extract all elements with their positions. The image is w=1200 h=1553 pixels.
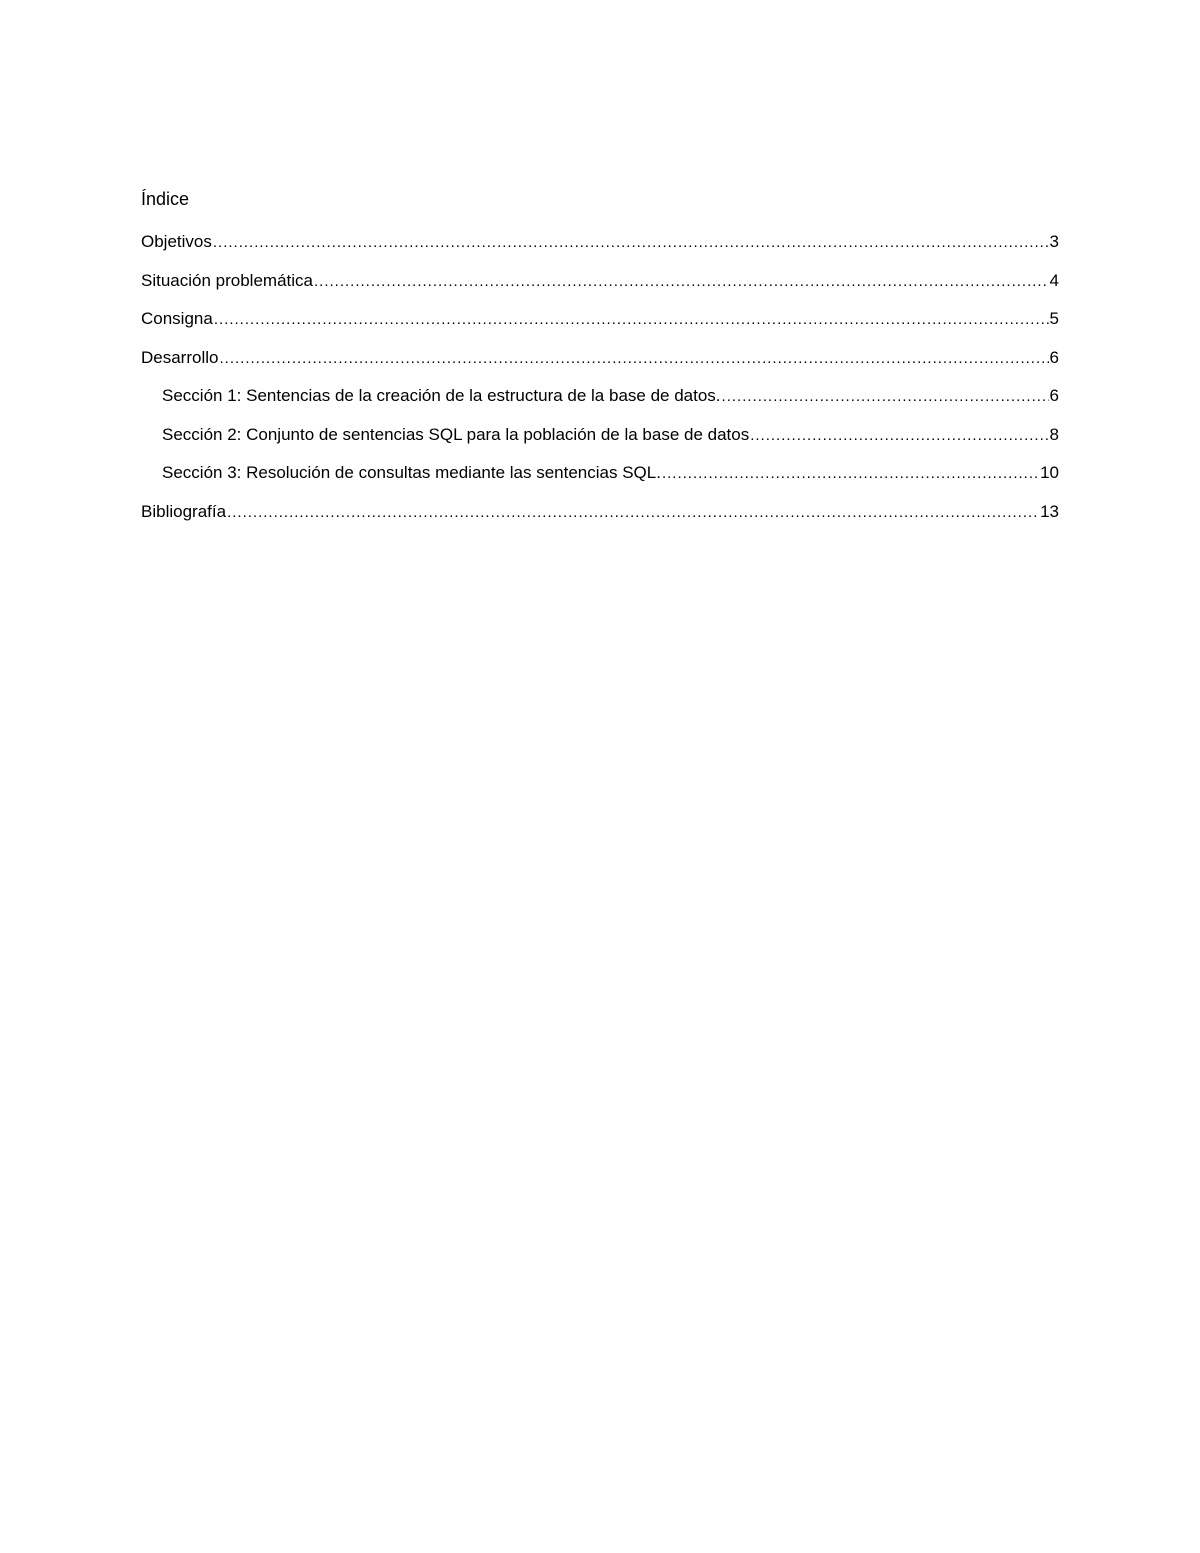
toc-entry-label: Sección 2: Conjunto de sentencias SQL para la población de la base de datos (162, 424, 750, 444)
toc-entry-page: 8 (1049, 424, 1059, 444)
toc-dot-leader (750, 423, 1048, 449)
toc-dot-leader (214, 307, 1049, 333)
toc-entry-page: 5 (1049, 309, 1059, 328)
toc-dot-leader (227, 500, 1039, 526)
toc-entry-page: 10 (1040, 463, 1059, 482)
toc-entry-desarrollo[interactable] (141, 345, 1059, 384)
toc-entry-objetivos[interactable] (141, 229, 1059, 268)
toc-entry-label: Desarrollo (141, 347, 219, 367)
toc-dot-leader (662, 461, 1039, 487)
toc-entry-seccion-3[interactable] (141, 460, 1059, 499)
toc-entry-page: 6 (1049, 386, 1059, 405)
toc-entry-seccion-1[interactable] (141, 383, 1059, 422)
toc-dot-leader (314, 269, 1049, 295)
toc-entry-label: Objetivos (141, 232, 212, 251)
toc-entry-situacion-problematica[interactable] (141, 268, 1059, 307)
toc-entry-page: 4 (1049, 270, 1059, 290)
toc-entry-label: Situación problemática (141, 270, 313, 290)
toc-dot-leader (722, 384, 1049, 410)
toc-entry-label: Sección 1: Sentencias de la creación de la estructura de la base de datos. (162, 386, 721, 405)
toc-entry-page: 6 (1049, 347, 1059, 367)
toc-title: Índice (141, 189, 190, 209)
toc-entry-page: 3 (1049, 232, 1059, 251)
toc-entry-seccion-2[interactable] (141, 422, 1059, 461)
toc-entry-label: Bibliografía (141, 501, 227, 521)
toc-entry-consigna[interactable] (141, 306, 1059, 345)
toc-entry-page: 13 (1040, 501, 1059, 521)
toc-entry-bibliografia[interactable] (141, 499, 1059, 538)
toc-entry-label: Sección 3: Resolución de consultas mediante las sentencias SQL. (162, 463, 661, 482)
toc-dot-leader (219, 346, 1048, 372)
table-of-contents (141, 229, 1059, 537)
toc-entry-label: Consigna (141, 309, 213, 328)
toc-dot-leader (213, 230, 1049, 256)
